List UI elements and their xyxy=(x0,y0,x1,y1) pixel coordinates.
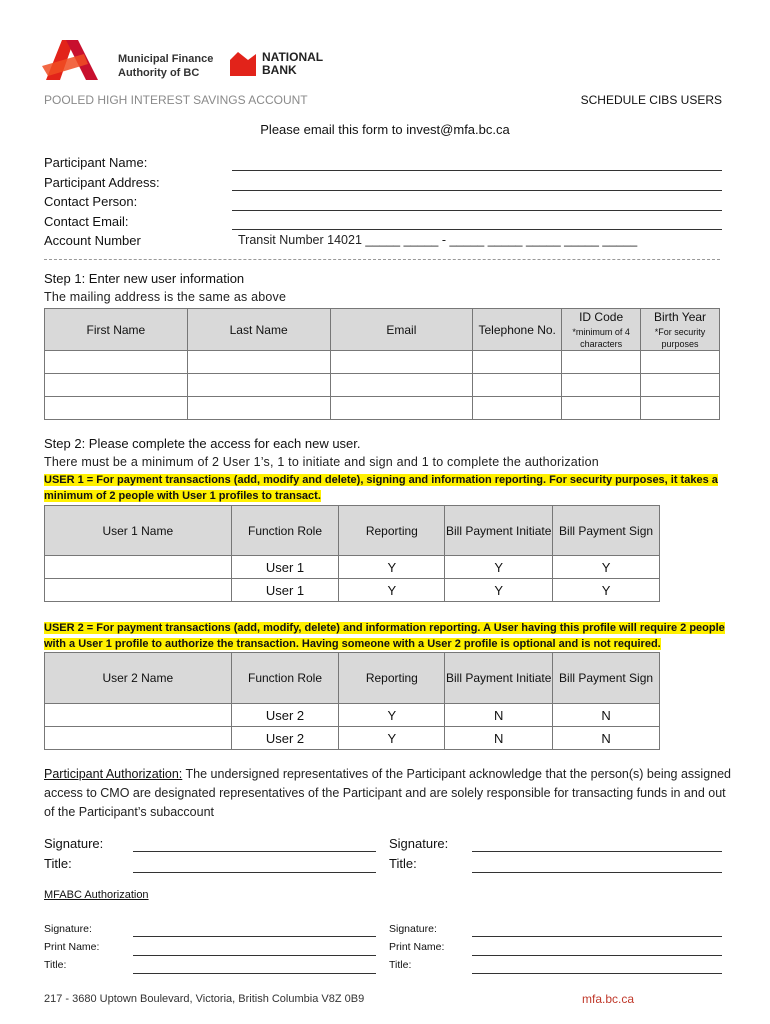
first-name-cell[interactable] xyxy=(45,397,188,420)
col-telephone: Telephone No. xyxy=(473,309,562,351)
signature-label: Signature: xyxy=(44,923,92,935)
mfabc-authorization-heading xyxy=(44,889,149,901)
mfa-name-line1: Municipal Finance xyxy=(118,53,214,65)
new-user-table xyxy=(44,308,720,420)
participant-signature-field-left[interactable] xyxy=(133,851,376,852)
account-number-label: Account Number xyxy=(44,233,141,248)
mfabc-title-field-left[interactable] xyxy=(133,973,376,974)
participant-address-field[interactable] xyxy=(232,190,722,191)
national-bank-logo-icon xyxy=(228,50,258,78)
initiate-cell: N xyxy=(445,704,553,727)
mfabc-heading-text: MFABC Authorization xyxy=(44,889,149,901)
mfabc-signature-block-right xyxy=(389,920,444,974)
last-name-cell[interactable] xyxy=(187,374,330,397)
role-cell: User 2 xyxy=(231,704,339,727)
user-name-cell[interactable] xyxy=(45,579,232,602)
col-function-role: Function Role xyxy=(231,506,339,556)
participant-name-field[interactable] xyxy=(232,170,722,171)
role-cell: User 1 xyxy=(231,556,339,579)
reporting-cell: Y xyxy=(339,579,445,602)
participant-signature-field-right[interactable] xyxy=(472,851,722,852)
sign-cell: N xyxy=(553,704,660,727)
table-row xyxy=(45,397,720,420)
table-row xyxy=(45,351,720,374)
reporting-cell: Y xyxy=(339,556,445,579)
table-row xyxy=(45,727,660,750)
bank-name-line2: BANK xyxy=(262,63,297,77)
user1-note xyxy=(44,472,734,504)
col-first-name: First Name xyxy=(45,309,188,351)
id-code-cell[interactable] xyxy=(562,374,641,397)
account-type-heading: POOLED HIGH INTEREST SAVINGS ACCOUNT xyxy=(44,93,308,107)
table-row xyxy=(45,556,660,579)
user1-note-text: USER 1 = For payment transactions (add, modify and delete), signing and information reporting. For security purposes, it takes a minimum of 2 people with User 1 profiles to transact. xyxy=(44,474,718,502)
contact-email-label: Contact Email: xyxy=(44,213,129,229)
mfabc-title-field-right[interactable] xyxy=(472,973,722,974)
email-cell[interactable] xyxy=(330,351,473,374)
telephone-cell[interactable] xyxy=(473,374,562,397)
mfabc-print-name-field-right[interactable] xyxy=(472,955,722,956)
section-divider xyxy=(44,259,720,260)
title-label: Title: xyxy=(44,856,72,871)
user2-note xyxy=(44,620,734,652)
contact-person-label: Contact Person: xyxy=(44,194,138,209)
first-name-cell[interactable] xyxy=(45,351,188,374)
col-id-code xyxy=(562,309,641,351)
role-cell: User 2 xyxy=(231,727,339,750)
participant-fields xyxy=(44,153,160,251)
bank-name-line1: NATIONAL xyxy=(262,50,324,64)
role-cell: User 1 xyxy=(231,579,339,602)
initiate-cell: N xyxy=(445,727,553,750)
birth-year-cell[interactable] xyxy=(641,351,720,374)
user2-access-table xyxy=(44,652,660,750)
signature-label: Signature: xyxy=(389,836,449,851)
sign-cell: Y xyxy=(553,556,660,579)
footer-website-link[interactable]: mfa.bc.ca xyxy=(582,992,635,1006)
national-bank-name xyxy=(262,51,323,77)
col-bill-payment-initiate: Bill Payment Initiate xyxy=(445,506,553,556)
birth-year-note: *For security purposes xyxy=(654,326,706,349)
birth-year-cell[interactable] xyxy=(641,374,720,397)
telephone-cell[interactable] xyxy=(473,397,562,420)
mfa-name xyxy=(118,52,213,80)
col-function-role: Function Role xyxy=(231,653,339,704)
table-header-row xyxy=(45,506,660,556)
last-name-cell[interactable] xyxy=(187,397,330,420)
participant-name-label: Participant Name: xyxy=(44,155,148,170)
birth-year-cell[interactable] xyxy=(641,397,720,420)
user-name-cell[interactable] xyxy=(45,727,232,750)
col-reporting: Reporting xyxy=(339,653,445,704)
mfabc-signature-field-left[interactable] xyxy=(133,936,376,937)
col-user1-name: User 1 Name xyxy=(45,506,232,556)
participant-title-field-left[interactable] xyxy=(133,872,376,873)
signature-label: Signature: xyxy=(44,836,104,851)
participant-address-label: Participant Address: xyxy=(44,174,160,190)
telephone-cell[interactable] xyxy=(473,351,562,374)
id-code-cell[interactable] xyxy=(562,397,641,420)
col-bill-payment-initiate: Bill Payment Initiate xyxy=(445,653,553,704)
birth-year-label: Birth Year xyxy=(654,309,707,324)
authorization-text: The undersigned representatives of the Participant acknowledge that the person(s) being assigned access to CMO are designated representatives of the Participant and are solely responsible for transacting funds in and out of the Participant’s subaccount xyxy=(44,767,732,819)
schedule-heading: SCHEDULE CIBS USERS xyxy=(580,93,722,107)
footer-address: 217 - 3680 Uptown Boulevard, Victoria, British Columbia V8Z 0B9 xyxy=(44,993,365,1005)
title-label: Title: xyxy=(389,856,417,871)
table-row xyxy=(45,704,660,727)
participant-authorization xyxy=(44,765,734,822)
mfa-name-line2: Authority of BC xyxy=(118,67,200,79)
signature-label: Signature: xyxy=(389,923,437,935)
contact-person-field[interactable] xyxy=(232,210,722,211)
authorization-heading: Participant Authorization: xyxy=(44,767,183,781)
id-code-label: ID Code xyxy=(579,309,624,324)
user-name-cell[interactable] xyxy=(45,704,232,727)
table-header-row xyxy=(45,309,720,351)
first-name-cell[interactable] xyxy=(45,374,188,397)
reporting-cell: Y xyxy=(339,704,445,727)
title-label: Title: xyxy=(44,959,67,971)
col-reporting: Reporting xyxy=(339,506,445,556)
col-last-name: Last Name xyxy=(187,309,330,351)
mfabc-signature-field-right[interactable] xyxy=(472,936,722,937)
contact-email-field[interactable] xyxy=(232,229,722,230)
title-label: Title: xyxy=(389,959,412,971)
step1-title: Step 1: Enter new user information xyxy=(44,271,245,286)
initiate-cell: Y xyxy=(445,579,553,602)
col-birth-year xyxy=(641,309,720,351)
step2-subtitle: There must be a minimum of 2 User 1’s, 1 to initiate and sign and 1 to complete the authorization xyxy=(44,455,599,469)
table-header-row xyxy=(45,653,660,704)
last-name-cell[interactable] xyxy=(187,351,330,374)
reporting-cell: Y xyxy=(339,727,445,750)
step1-subtitle: The mailing address is the same as above xyxy=(44,290,287,304)
participant-signature-block-left xyxy=(44,834,103,874)
table-row xyxy=(45,579,660,602)
table-row xyxy=(45,374,720,397)
col-email: Email xyxy=(330,309,473,351)
transit-number-field[interactable]: Transit Number 14021 _____ _____ - _____ _____ _____ _____ _____ xyxy=(238,233,638,247)
sign-cell: Y xyxy=(553,579,660,602)
email-cell[interactable] xyxy=(330,374,473,397)
print-name-label: Print Name: xyxy=(44,941,100,953)
print-name-label: Print Name: xyxy=(389,941,445,953)
user1-access-table xyxy=(44,505,660,602)
mfabc-print-name-field-left[interactable] xyxy=(133,955,376,956)
id-code-cell[interactable] xyxy=(562,351,641,374)
email-cell[interactable] xyxy=(330,397,473,420)
participant-title-field-right[interactable] xyxy=(472,872,722,873)
col-bill-payment-sign: Bill Payment Sign xyxy=(553,506,660,556)
sign-cell: N xyxy=(553,727,660,750)
id-code-note: *minimum of 4 characters xyxy=(572,326,630,349)
mfa-logo-icon xyxy=(40,36,104,82)
col-bill-payment-sign: Bill Payment Sign xyxy=(553,653,660,704)
user2-note-text: USER 2 = For payment transactions (add, modify, delete) and information reporting. A User having this profile will require 2 people with a User 1 profile to authorize the transaction. Having someone with a User 2 profile is optional and is not required. xyxy=(44,622,725,650)
step2-title: Step 2: Please complete the access for each new user. xyxy=(44,436,361,451)
col-user2-name: User 2 Name xyxy=(45,653,232,704)
initiate-cell: Y xyxy=(445,556,553,579)
email-instruction: Please email this form to invest@mfa.bc.ca xyxy=(260,122,510,137)
mfabc-signature-block-left xyxy=(44,920,99,974)
participant-signature-block-right xyxy=(389,834,448,874)
user-name-cell[interactable] xyxy=(45,556,232,579)
